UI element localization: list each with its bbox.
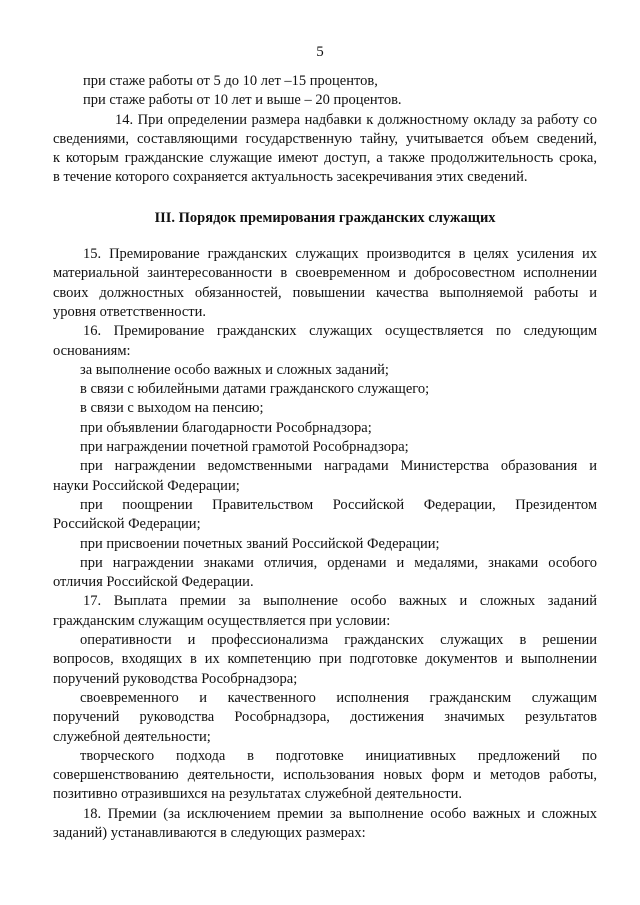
- list-item: совершенствованию деятельности, использования новых форм и методов работы,: [53, 767, 597, 784]
- text-line: своих должностных обязанностей, повышении качества выполняемой работы и: [53, 284, 597, 301]
- section-heading: III. Порядок премирования гражданских служащих: [154, 209, 496, 226]
- text-line: 15. Премирование гражданских служащих производится в целях усиления их: [83, 246, 597, 263]
- text-line: материальной заинтересованности в своевременном и добросовестном исполнении: [53, 265, 597, 282]
- paragraph-17: [53, 592, 597, 804]
- list-item: оперативности и профессионализма гражданских служащих в решении: [80, 632, 597, 649]
- list-item: поручений руководства Рособрнадзора, достижения значимых результатов: [53, 709, 597, 726]
- list-item: Российской Федерации;: [53, 516, 201, 533]
- text-line: при стаже работы от 5 до 10 лет –15 процентов,: [83, 73, 378, 89]
- list-item: вопросов, входящих в их компетенцию при подготовке документов и выполнении: [53, 651, 597, 668]
- paragraph-16: [53, 322, 597, 592]
- text-line: 16. Премирование гражданских служащих осуществляется по следующим: [83, 323, 597, 340]
- list-item: при награждении почетной грамотой Рособрнадзора;: [80, 439, 409, 456]
- page-number: 5: [316, 44, 324, 60]
- list-item: за выполнение особо важных и сложных заданий;: [80, 361, 389, 378]
- document-body: [53, 72, 597, 843]
- list-item: в связи с юбилейными датами гражданского служащего;: [80, 381, 430, 398]
- list-item: поручений руководства Рособрнадзора;: [53, 670, 298, 687]
- text-line: гражданским служащим осуществляется при условии:: [53, 612, 391, 629]
- list-item: в связи с выходом на пенсию;: [80, 400, 264, 417]
- text-line: при стаже работы от 10 лет и выше – 20 процентов.: [83, 92, 402, 109]
- text-line: заданий) устанавливаются в следующих размерах:: [53, 824, 366, 841]
- text-line: сведениями, составляющими государственную тайну, учитывается объем сведений,: [53, 130, 597, 147]
- list-item: при присвоении почетных званий Российской Федерации;: [80, 535, 440, 552]
- text-line: уровня ответственности.: [53, 303, 207, 320]
- text-line: в течение которого сохраняется актуальность засекречивания этих сведений.: [53, 169, 528, 186]
- text-line: основаниям:: [53, 342, 131, 359]
- list-item: при объявлении благодарности Рособрнадзора;: [80, 419, 372, 436]
- list-item: своевременного и качественного исполнения гражданским служащим: [80, 689, 597, 706]
- list-item: отличия Российской Федерации.: [53, 574, 254, 591]
- paragraph-14: [53, 111, 597, 188]
- list-item: науки Российской Федерации;: [53, 477, 240, 494]
- list-item: при награждении знаками отличия, орденами и медалями, знаками особого: [80, 554, 597, 571]
- list-item: при поощрении Правительством Российской Федерации, Президентом: [80, 496, 597, 513]
- text-line: 18. Премии (за исключением премии за выполнение особо важных и сложных: [83, 805, 597, 822]
- list-item: творческого подхода в подготовке инициативных предложений по: [80, 747, 597, 764]
- list-item: служебной деятельности;: [53, 728, 211, 745]
- paragraph-15: [53, 245, 597, 322]
- text-line: 17. Выплата премии за выполнение особо важных и сложных заданий: [83, 593, 597, 610]
- seniority-rates: [83, 72, 597, 111]
- text-line: к которым гражданские служащие имеют доступ, а также продолжительность срока,: [53, 150, 597, 167]
- paragraph-18: [53, 805, 597, 844]
- text-line: 14. При определении размера надбавки к должностному окладу за работу со: [115, 111, 597, 128]
- list-item: позитивно отразившихся на результатах служебной деятельности.: [53, 786, 462, 803]
- list-item: при награждении ведомственными наградами Министерства образования и: [80, 458, 597, 475]
